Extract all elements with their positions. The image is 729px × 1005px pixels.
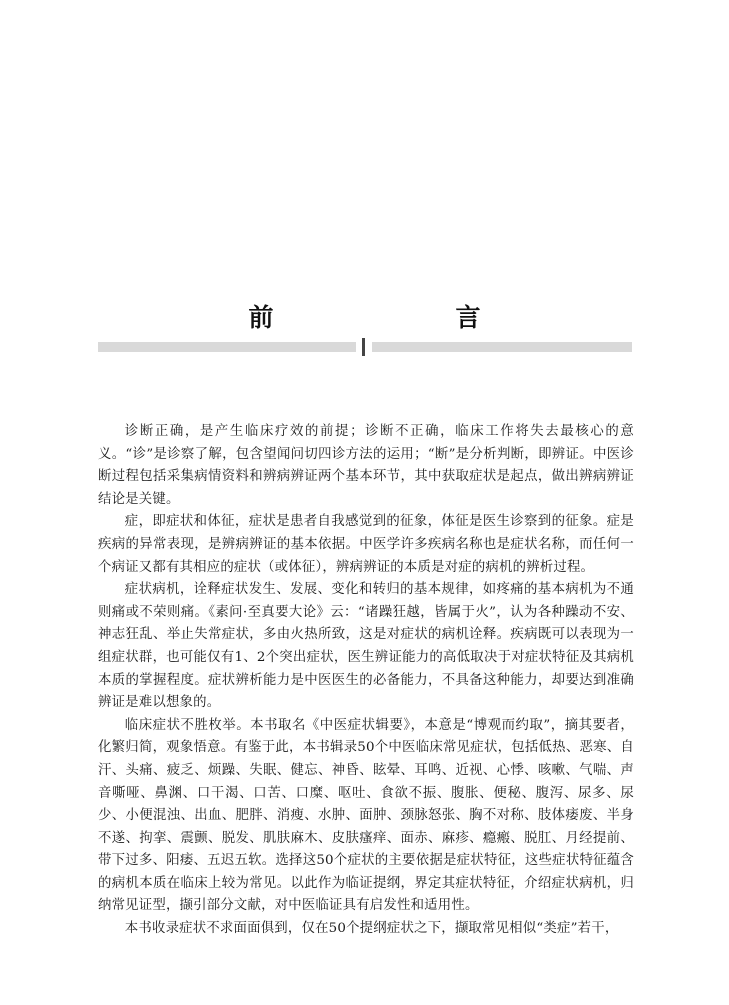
page-title: 前 言: [248, 303, 525, 332]
paragraph-1: 诊断正确，是产生临床疗效的前提；诊断不正确，临床工作将失去最核心的意义。“诊”是诊察了解，包含望闻问切四诊方法的运用；“断”是分析判断，即辨证。中医诊断过程包括采集病情资料和辨病辨证两个基本环节，其中获取症状是起点，做出辨病辨证结论是关键。: [98, 424, 634, 507]
paragraph-3: 症状病机，诠释症状发生、发展、变化和转归的基本规律，如疼痛的基本病机为不通则痛或不荣则痛。《素问·至真要大论》云：“诸躁狂越，皆属于火”，认为各种躁动不安、神志狂乱、举止失常症状，多由火热所致，这是对症状的病机诠释。疾病既可以表现为一组症状群，也可能仅有1、2个突出症状，医生辨证能力的高低取决于对症状特征及其病机本质的掌握程度。症状辨析能力是中医医生的必备能力，不具备这种能力，却要达到准确辨证是难以想象的。: [98, 582, 634, 711]
paragraph-5: 本书收录症状不求面面俱到，仅在50个提纲症状之下，撷取常见相似“类症”若干，: [124, 921, 619, 937]
title-rule-left: [98, 342, 356, 352]
body-text: [98, 421, 634, 941]
title-rule-center-mark: [362, 338, 365, 356]
paragraph-2: 症，即症状和体征，症状是患者自我感觉到的征象，体征是医生诊察到的征象。症是疾病的异常表现，是辨病辨证的基本依据。中医学许多疾病名称也是症状名称，而任何一个病证又都有其相应的症状（或体征），辨病辨证的本质是对症的病机的辨析过程。: [98, 514, 634, 575]
paragraph-4: 临床症状不胜枚举。本书取名《中医症状辑要》，本意是“博观而约取”，摘其要者，化繁归简，观象悟意。有鉴于此，本书辑录50个中医临床常见症状，包括低热、恶寒、自汗、头痛、疲乏、烦躁、失眠、健忘、神昏、眩晕、耳鸣、近视、心悸、咳嗽、气喘、声音嘶哑、鼻渊、口干渴、口苦、口糜、呕吐、食欲不振、腹胀、便秘、腹泻、尿多、尿少、小便混浊、出血、肥胖、消瘦、水肿、面肿、颈脉怒张、胸不对称、肢体痿废、半身不遂、拘挛、震颤、脱发、肌肤麻木、皮肤瘙痒、面赤、麻疹、瘾瘢、脱肛、月经提前、带下过多、阳痿、五迟五软。选择这50个症状的主要依据是症状特征，这些症状特征蕴含的病机本质在临床上较为常见。以此作为临证提纲，界定其症状特征，介绍症状病机，归纳常见证型，撷引部分文献，对中医临证具有启发性和适用性。: [98, 717, 634, 914]
title-rule-right: [372, 342, 632, 352]
